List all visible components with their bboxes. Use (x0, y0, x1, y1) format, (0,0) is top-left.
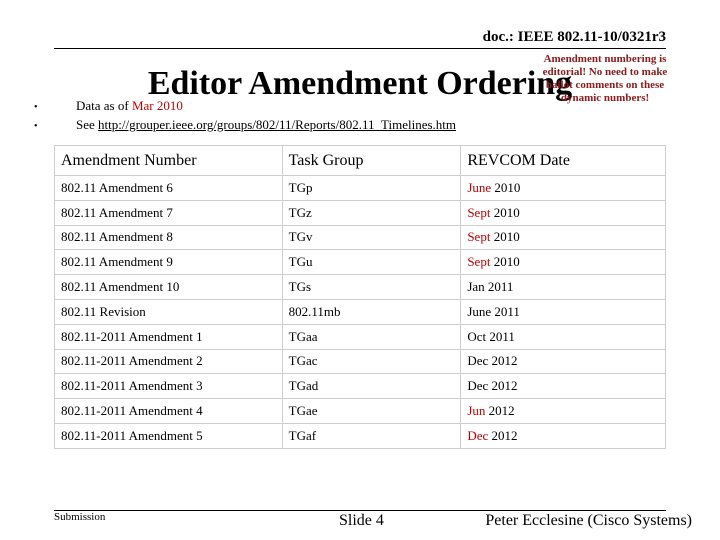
cell-task-group: TGz (282, 200, 461, 225)
date-year: 2010 (494, 179, 521, 195)
date-month: Dec (467, 353, 489, 369)
table-row (55, 423, 666, 448)
cell-amendment-number: 802.11-2011 Amendment 2 (55, 349, 283, 374)
bullet-text (76, 116, 456, 133)
cell-amendment-number: 802.11-2011 Amendment 4 (55, 399, 283, 424)
date-year: 2011 (494, 303, 520, 319)
cell-task-group: TGaa (282, 324, 461, 349)
date-year: 2011 (489, 328, 515, 344)
date-year: 2012 (491, 378, 518, 394)
cell-amendment-number: 802.11 Amendment 6 (55, 176, 283, 201)
table-row (55, 374, 666, 399)
cell-task-group: TGs (282, 275, 461, 300)
cell-amendment-number: 802.11 Amendment 8 (55, 225, 283, 250)
table-row (55, 176, 666, 201)
cell-amendment-number: 802.11 Amendment 7 (55, 200, 283, 225)
date-year: 2012 (491, 427, 518, 443)
date-month: June (467, 179, 492, 195)
date-year: 2010 (493, 254, 520, 270)
bullet-text (76, 97, 183, 114)
document-id: doc.: IEEE 802.11-10/0321r3 (482, 29, 666, 45)
cell-revcom-date (461, 423, 666, 448)
date-month: Dec (467, 378, 489, 394)
cell-amendment-number: 802.11 Amendment 10 (55, 275, 283, 300)
slide-title: Editor Amendment Ordering (147, 65, 573, 102)
footer-divider (54, 510, 666, 511)
table-row (55, 225, 666, 250)
cell-task-group: TGu (282, 250, 461, 275)
date-month: Sept (467, 204, 491, 220)
cell-task-group: 802.11mb (282, 299, 461, 324)
column-header-task-group: Task Group (282, 146, 461, 176)
cell-revcom-date (461, 176, 666, 201)
cell-task-group: TGae (282, 399, 461, 424)
cell-revcom-date (461, 374, 666, 399)
date-month: Oct (467, 328, 487, 344)
amendment-table (54, 145, 666, 449)
cell-task-group: TGaf (282, 423, 461, 448)
bullet-prefix: Data as of (76, 98, 132, 113)
date-year: 2012 (488, 403, 515, 419)
cell-amendment-number: 802.11-2011 Amendment 3 (55, 374, 283, 399)
date-year: 2011 (487, 279, 514, 295)
date-month: Sept (467, 254, 491, 270)
table-row (55, 250, 666, 275)
editorial-note: Amendment numbering is editorial! No need to make ballot comments on these dynamic numbers! (542, 53, 668, 104)
date-year: 2012 (491, 353, 518, 369)
date-month: Jun (467, 403, 486, 419)
cell-revcom-date (461, 250, 666, 275)
date-month: Dec (467, 427, 489, 443)
table-row (55, 349, 666, 374)
footer-submission: Submission (54, 511, 106, 523)
cell-revcom-date (461, 349, 666, 374)
header-divider (54, 48, 666, 49)
table-body (55, 176, 666, 449)
column-header-amendment: Amendment Number (55, 146, 283, 176)
table-row (55, 299, 666, 324)
cell-revcom-date (461, 275, 666, 300)
date-month: Jan (467, 279, 485, 295)
cell-amendment-number: 802.11-2011 Amendment 5 (55, 423, 283, 448)
cell-amendment-number: 802.11-2011 Amendment 1 (55, 324, 283, 349)
bullet-icon: • (34, 102, 38, 113)
table-header-row (55, 146, 666, 176)
table-row (55, 200, 666, 225)
cell-task-group: TGac (282, 349, 461, 374)
bullet-item-data-date (34, 97, 456, 116)
cell-revcom-date (461, 225, 666, 250)
cell-revcom-date (461, 399, 666, 424)
bullet-icon: • (34, 121, 38, 132)
bullet-list (34, 97, 456, 135)
table-row (55, 399, 666, 424)
cell-task-group: TGad (282, 374, 461, 399)
footer-author: Peter Ecclesine (Cisco Systems) (485, 512, 692, 529)
bullet-item-see-link (34, 116, 456, 135)
table-row (55, 275, 666, 300)
bullet-prefix: See (76, 117, 99, 132)
column-header-revcom-date: REVCOM Date (461, 146, 666, 176)
date-month: Sept (467, 229, 491, 245)
cell-revcom-date (461, 200, 666, 225)
cell-task-group: TGp (282, 176, 461, 201)
cell-amendment-number: 802.11 Revision (55, 299, 283, 324)
date-year: 2010 (493, 229, 520, 245)
cell-amendment-number: 802.11 Amendment 9 (55, 250, 283, 275)
table-row (55, 324, 666, 349)
cell-revcom-date (461, 324, 666, 349)
cell-task-group: TGv (282, 225, 461, 250)
date-year: 2010 (493, 204, 520, 220)
timelines-link[interactable]: http://grouper.ieee.org/groups/802/11/Reports/802.11_Timelines.htm (98, 117, 456, 132)
cell-revcom-date (461, 299, 666, 324)
slide-number: Slide 4 (339, 512, 384, 529)
date-month: June (467, 303, 492, 319)
data-date-highlight: Mar 2010 (131, 98, 183, 113)
